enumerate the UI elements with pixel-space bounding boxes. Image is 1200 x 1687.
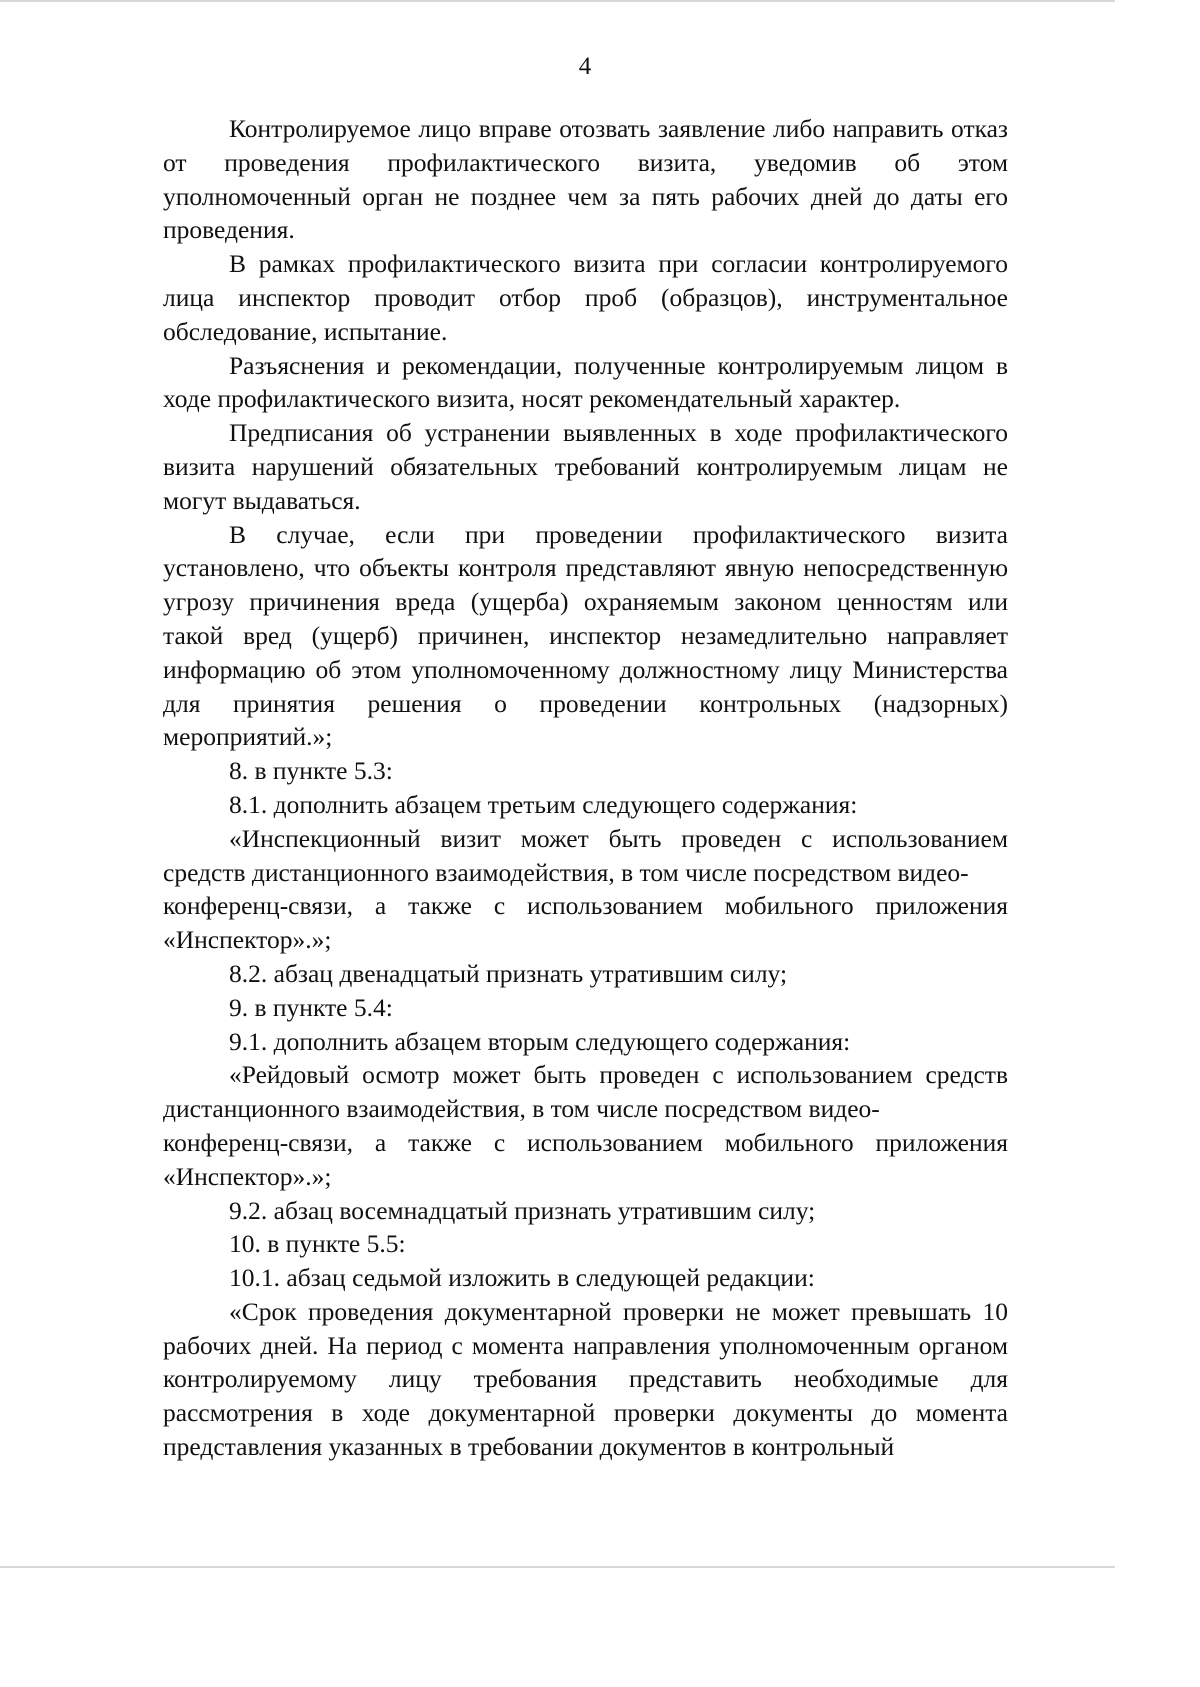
paragraph-2: В рамках профилактического визита при согласии контролируемого лица инспектор проводит отбор проб (образцов), инструментальное обследование, испытание. bbox=[163, 249, 1008, 346]
paragraph-11: 9.1. дополнить абзацем вторым следующего содержания: bbox=[229, 1026, 851, 1056]
paragraph-15: 10.1. абзац седьмой изложить в следующей редакции: bbox=[229, 1263, 815, 1293]
scan-edge-top bbox=[0, 0, 1115, 2]
page-number: 4 bbox=[578, 53, 592, 80]
paragraph-16: «Срок проведения документарной проверки не может превышать 10 рабочих дней. На период с момента направления уполномоченным органом контролируемому лицу требования представить необходимые для рассмотрения в ходе документарной проверки документы до момента представления указанных в требовании документов в контрольный bbox=[163, 1296, 1008, 1462]
paragraph-6: 8. в пункте 5.3: bbox=[229, 756, 393, 786]
paragraph-10: 9. в пункте 5.4: bbox=[229, 992, 393, 1022]
paragraph-8: «Инспекционный визит может быть проведен с использованием средств дистанционного взаимодействия, в том числе посредством видео- конференц-связи, а также с использованием мобильного приложения «Инспектор».»; bbox=[163, 823, 1008, 955]
document-body bbox=[163, 112, 1008, 1464]
paragraph-3: Разъяснения и рекомендации, полученные контролируемым лицом в ходе профилактического визита, носят рекомендательный характер. bbox=[163, 350, 1008, 414]
scan-edge-bottom bbox=[0, 1566, 1115, 1568]
paragraph-1: Контролируемое лицо вправе отозвать заявление либо направить отказ от проведения профилактического визита, уведомив об этом уполномоченный орган не позднее чем за пять рабочих дней до даты его проведения. bbox=[163, 114, 1008, 245]
paragraph-4: Предписания об устранении выявленных в ходе профилактического визита нарушений обязательных требований контролируемым лицам не могут выдаваться. bbox=[163, 418, 1008, 515]
paragraph-12: «Рейдовый осмотр может быть проведен с использованием средств дистанционного взаимодействия, в том числе посредством видео- конференц-связи, а также с использованием мобильного приложения «Инспектор».»; bbox=[163, 1060, 1008, 1191]
paragraph-7: 8.1. дополнить абзацем третьим следующего содержания: bbox=[229, 789, 858, 819]
paragraph-9: 8.2. абзац двенадцатый признать утратившим силу; bbox=[229, 958, 788, 988]
paragraph-14: 10. в пункте 5.5: bbox=[229, 1229, 406, 1259]
paragraph-13: 9.2. абзац восемнадцатый признать утратившим силу; bbox=[229, 1195, 816, 1225]
paragraph-5: В случае, если при проведении профилактического визита установлено, что объекты контроля представляют явную непосредственную угрозу причинения вреда (ущерба) охраняемым законом ценностям или такой вред (ущерб) причинен, инспектор незамедлительно направляет информацию об этом уполномоченному должностному лицу Министерства для принятия решения о проведении контрольных (надзорных) мероприятий.»; bbox=[163, 519, 1008, 752]
